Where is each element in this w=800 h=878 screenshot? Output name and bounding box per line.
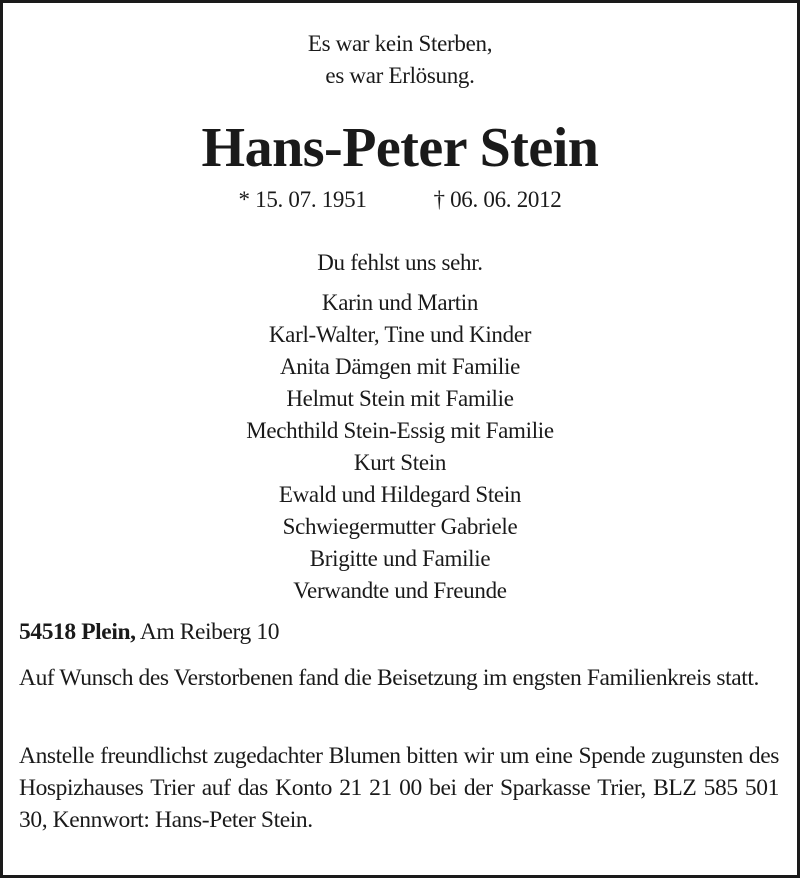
donation-note: Anstelle freundlichst zugedachter Blumen bitten wir um eine Spende zugunsten des Hospizhauses Trier auf das Konto 21 21 00 bei der Sparkasse Trier, BLZ 585 501 30, Kennwort: Hans-Peter Stein. bbox=[19, 743, 779, 833]
mourner-line: Kurt Stein bbox=[353, 450, 447, 475]
mourner-line: Helmut Stein mit Familie bbox=[286, 386, 514, 411]
mourner-line: Mechthild Stein-Essig mit Familie bbox=[246, 418, 554, 443]
mourner-line: Schwiegermutter Gabriele bbox=[282, 514, 518, 539]
message: Du fehlst uns sehr. bbox=[317, 250, 483, 275]
address-place: 54518 Plein, bbox=[19, 619, 136, 645]
mourner-line: Brigitte und Familie bbox=[309, 546, 491, 571]
mourner-line: Ewald und Hildegard Stein bbox=[278, 482, 522, 507]
mourner-line: Karin und Martin bbox=[321, 290, 479, 315]
life-dates bbox=[0, 184, 800, 216]
deceased-name: Hans-Peter Stein bbox=[201, 117, 599, 179]
address bbox=[19, 616, 779, 648]
motto-line: es war Erlösung. bbox=[325, 63, 475, 88]
address-street: Am Reiberg 10 bbox=[139, 619, 280, 645]
mourner-line: Karl-Walter, Tine und Kinder bbox=[268, 322, 532, 347]
mourner-line: Verwandte und Freunde bbox=[293, 578, 507, 603]
birth-date: * 15. 07. 1951 bbox=[238, 187, 367, 212]
motto bbox=[0, 28, 800, 92]
motto-line: Es war kein Sterben, bbox=[307, 31, 493, 56]
death-date: † 06. 06. 2012 bbox=[433, 187, 562, 212]
mourner-line: Anita Dämgen mit Familie bbox=[279, 354, 520, 379]
burial-note: Auf Wunsch des Verstorbenen fand die Beisetzung im engsten Familienkreis statt. bbox=[19, 665, 759, 691]
mourners-list bbox=[0, 287, 800, 607]
